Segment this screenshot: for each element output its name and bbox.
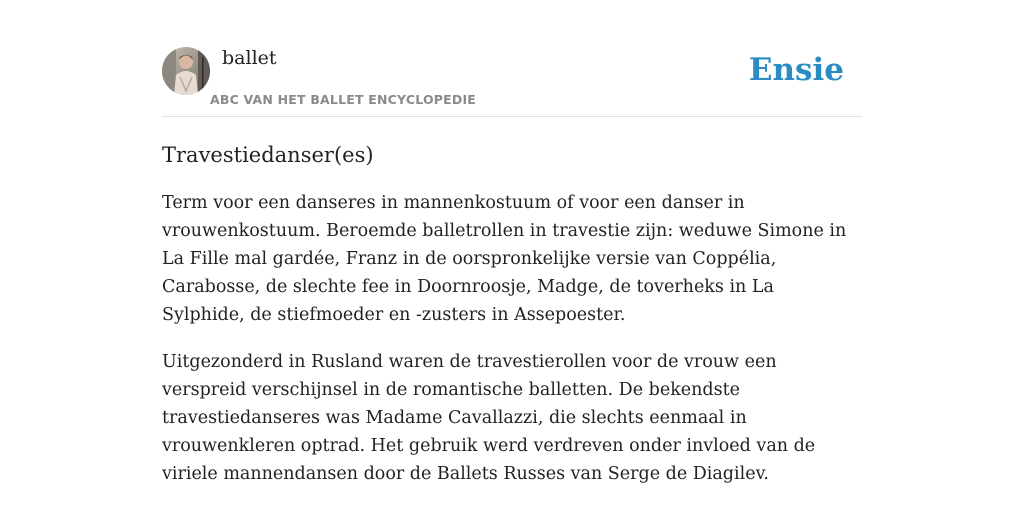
- avatar-photo-icon: [162, 47, 210, 95]
- channel-header: [162, 46, 862, 117]
- brand-logo-link[interactable]: Ensie: [748, 52, 844, 88]
- channel-subtitle: ABC VAN HET BALLET ENCYCLOPEDIE: [210, 92, 477, 107]
- channel-name-link[interactable]: ballet: [222, 47, 277, 69]
- avatar[interactable]: [162, 47, 210, 95]
- article-paragraph: Uitgezonderd in Rusland waren de travestierollen voor de vrouw een verspreid verschijnsel in de romantische balletten. De bekendste travestiedanseres was Madame Cavallazzi, die slechts eenmaal in vrouwenkleren optrad. Het gebruik werd verdreven onder invloed van de viriele mannendansen door de Ballets Russes van Serge de Diagilev.: [162, 352, 816, 484]
- article-title: Travestiedanser(es): [162, 143, 374, 167]
- article-paragraph: Term voor een danseres in mannenkostuum of voor een danser in vrouwenkostuum. Beroemde balletrollen in travestie zijn: weduwe Simone in La Fille mal gardée, Franz in de oorspronkelijke versie van Coppélia, Carabosse, de slechte fee in Doornroosje, Madge, de toverheks in La Sylphide, de stiefmoeder en -zusters in Assepoester.: [162, 193, 847, 325]
- article: [162, 138, 862, 488]
- article-body: [162, 189, 862, 488]
